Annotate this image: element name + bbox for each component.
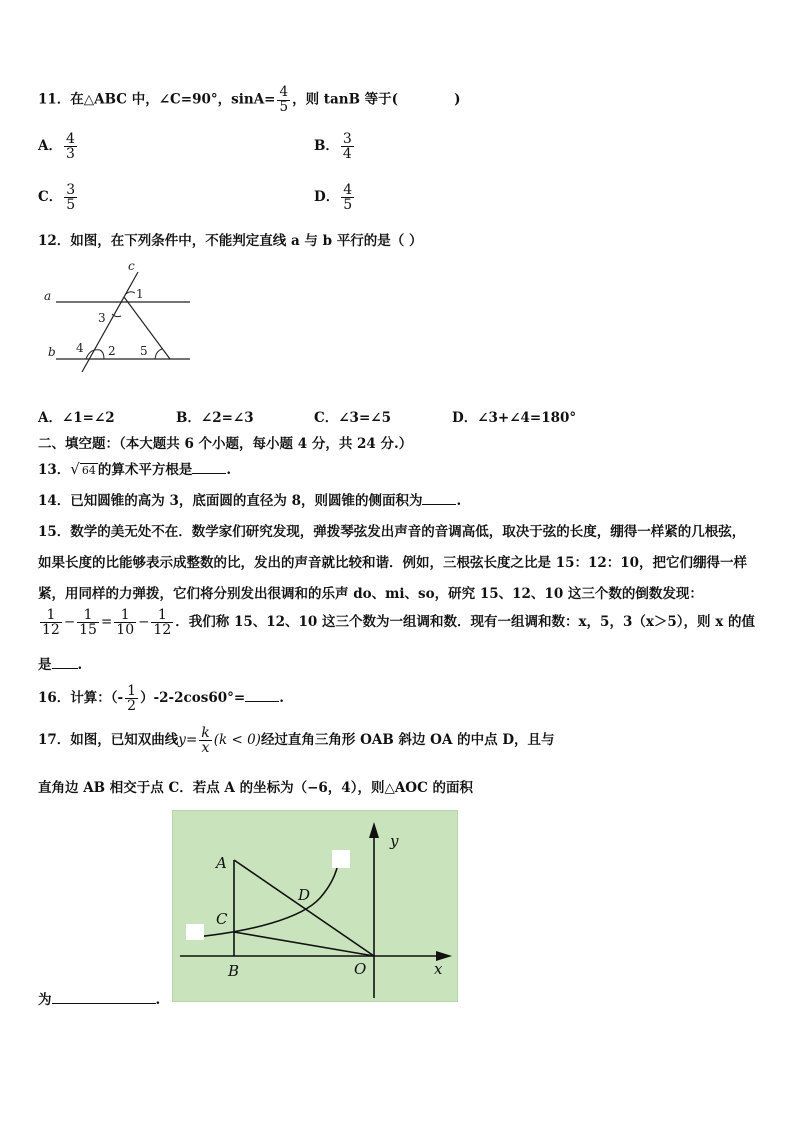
label-5: 5 xyxy=(140,344,148,358)
label-a: a xyxy=(44,289,52,303)
q15-line1: 15．数学的美无处不在．数学家们研究发现，弹拨琴弦发出声音的音调高低，取决于弦的长度，绷得一样紧的几根弦， xyxy=(38,524,746,540)
q15-line4: $\frac{1}{12}$ − $\frac{1}{15}$ = $\frac{1}{10}$ − $\frac{1}{12}$ ．我们称 15、12、10 这三个数为一组调和数．现有一组调和数：x，5，3（x＞5），则 x 的值 xyxy=(42,607,755,638)
q11-option-b: B． $\frac{3}{4}$ xyxy=(314,131,352,162)
q12-option-a: A．∠1=∠2 xyxy=(38,410,115,426)
q17-line3: 为 . xyxy=(38,992,161,1008)
label-A: A xyxy=(216,854,227,872)
section-2-heading: 二、填空题：（本大题共 6 个小题，每小题 4 分，共 24 分.） xyxy=(38,436,413,452)
q12-option-b: B．∠2=∠3 xyxy=(176,410,254,426)
q17-figure xyxy=(172,810,458,1002)
label-3: 3 xyxy=(98,311,106,325)
label-y: y xyxy=(390,832,399,850)
q17-line1: 17．如图，已知双曲线y= $\frac{k}{x}$ (k < 0)经过直角三角形 OAB 斜边 OA 的中点 D，且与 xyxy=(38,725,555,756)
q17-line2: 直角边 AB 相交于点 C．若点 A 的坐标为（−6，4），则△AOC 的面积 xyxy=(38,780,474,796)
label-b: b xyxy=(48,345,56,359)
q15-line2: 如果长度的比能够表示成整数的比，发出的声音就比较和谐．例如，三根弦长度之比是 15：12：10，把它们绷得一样 xyxy=(38,555,748,571)
label-O: O xyxy=(354,960,367,978)
q11-sinA-fraction: $\frac{4}{5}$ xyxy=(279,84,289,115)
angle-arc-2 xyxy=(100,350,104,359)
q12-figure xyxy=(38,256,198,376)
q11-stem: 11．在△ABC 中，∠C=90°，sinA= $\frac{4}{5}$ ，则 tanB 等于( ) xyxy=(38,84,461,115)
q12-option-c: C．∠3=∠5 xyxy=(314,410,391,426)
q11-option-c: C． $\frac{3}{5}$ xyxy=(38,182,76,213)
angle-arc-4 xyxy=(86,350,100,359)
white-marker-right xyxy=(332,850,350,868)
white-marker-left xyxy=(186,924,204,940)
q13-radicand: 64 xyxy=(81,464,96,477)
q11-option-d: D． $\frac{4}{5}$ xyxy=(314,182,353,213)
label-C: C xyxy=(216,910,228,928)
q11-option-a: A． $\frac{4}{3}$ xyxy=(38,131,75,162)
angle-arc-5 xyxy=(155,349,162,359)
label-B: B xyxy=(228,962,240,980)
q15-line3: 紧，用同样的力弹拨，它们将分别发出很调和的乐声 do、mi、so，研究 15、12、10 这三个数的倒数发现： xyxy=(38,586,703,602)
figure-background xyxy=(172,810,458,1002)
label-2: 2 xyxy=(108,344,116,358)
label-x: x xyxy=(434,960,443,978)
q16: 16．计算：（- $\frac{1}{2}$ ）-2-2cos60°= . xyxy=(38,683,284,714)
q14: 14．已知圆锥的高为 3，底面圆的直径为 8，则圆锥的侧面积为 . xyxy=(38,493,462,509)
label-4: 4 xyxy=(76,341,84,355)
q13: 13．√ 64 的算术平方根是 . xyxy=(38,460,232,478)
label-1: 1 xyxy=(136,287,144,301)
q12-option-d: D．∠3+∠4=180° xyxy=(452,410,577,426)
label-D: D xyxy=(298,886,311,904)
q12-stem: 12．如图，在下列条件中，不能判定直线 a 与 b 平行的是（ ） xyxy=(38,233,423,249)
label-c: c xyxy=(128,259,135,273)
q15-line5: 是 . xyxy=(38,657,83,673)
